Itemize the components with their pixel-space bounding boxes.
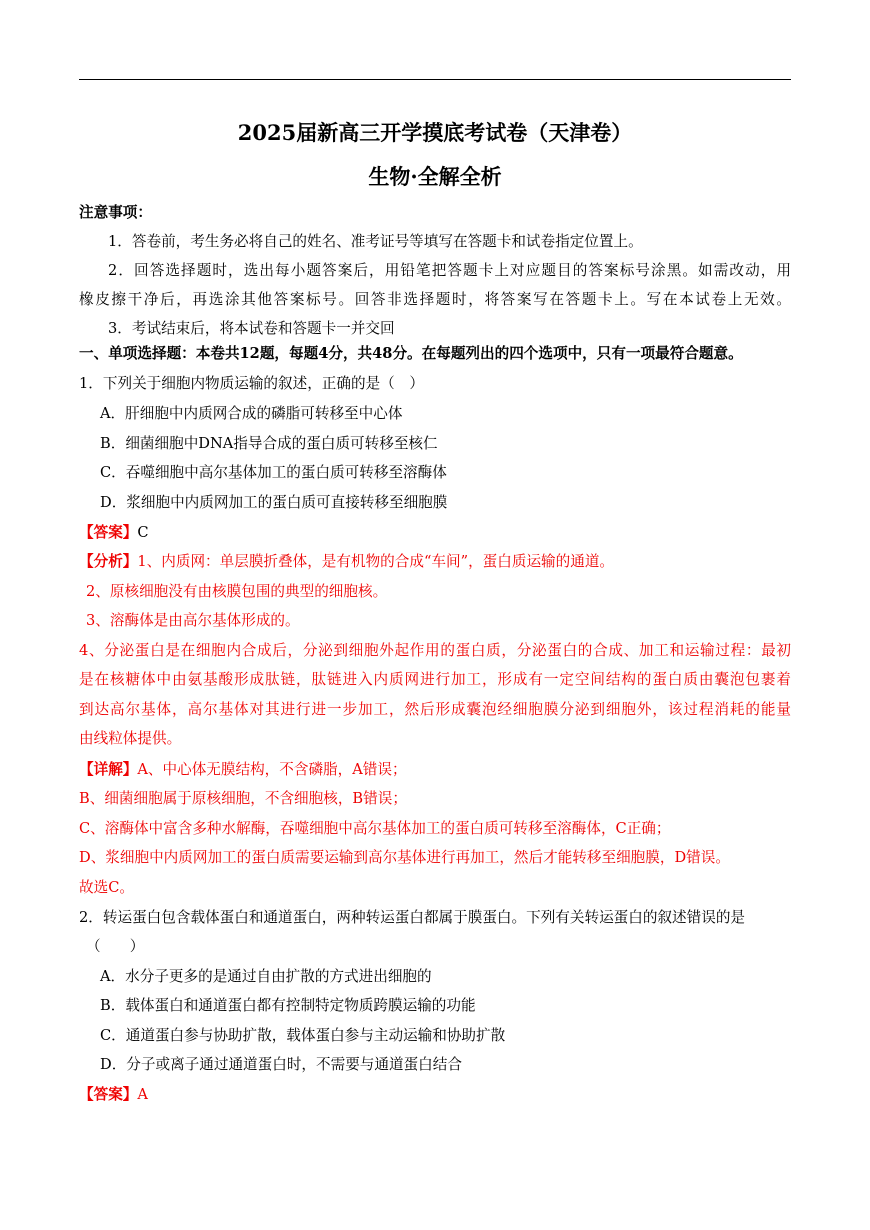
- question-option: B．载体蛋白和通道蛋白都有控制特定物质跨膜运输的功能: [100, 997, 476, 1014]
- page-subtitle: 生物·全解全析: [368, 164, 502, 189]
- answer-value: A: [137, 1086, 148, 1103]
- analysis-line: [79, 552, 614, 572]
- question-option: B．细菌细胞中DNA指导合成的蛋白质可转移至核仁: [100, 435, 438, 452]
- analysis-line: 3、溶酶体是由高尔基体形成的。: [86, 612, 300, 629]
- question-option: D．浆细胞中内质网加工的蛋白质可直接转移至细胞膜: [100, 494, 448, 511]
- analysis-line: 到达高尔基体，高尔基体对其进行进一步加工，然后形成囊泡经细胞膜分泌到细胞外，该过程消耗的能量: [79, 701, 791, 718]
- section-heading: 一、单项选择题：本卷共12题，每题4分，共48分。在每题列出的四个选项中，只有一项最符合题意。: [79, 345, 743, 362]
- answer-label: 【答案】: [79, 1086, 138, 1103]
- question-option: D．分子或离子通过通道蛋白时，不需要与通道蛋白结合: [100, 1056, 462, 1073]
- question-option: C．吞噬细胞中高尔基体加工的蛋白质可转移至溶酶体: [100, 464, 447, 481]
- detail-line: D、浆细胞中内质网加工的蛋白质需要运输到高尔基体进行再加工，然后才能转移至细胞膜，D错误。: [79, 849, 730, 866]
- answer-value: C: [137, 524, 149, 541]
- question-option: A．肝细胞中内质网合成的磷脂可转移至中心体: [100, 405, 403, 422]
- detail-line: C、溶酶体中富含多种水解酶，吞噬细胞中高尔基体加工的蛋白质可转移至溶酶体，C正确；: [79, 820, 671, 837]
- answer-line: [79, 1085, 148, 1105]
- header-rule: [79, 79, 791, 80]
- question-stem: 1．下列关于细胞内物质运输的叙述，正确的是（ ）: [79, 375, 424, 392]
- analysis-label: 【分析】: [79, 553, 138, 570]
- analysis-text: 1、内质网：单层膜折叠体，是有机物的合成“车间”，蛋白质运输的通道。: [137, 553, 615, 570]
- notice-item: 橡皮擦干净后，再选涂其他答案标号。回答非选择题时，将答案写在答题卡上。写在本试卷上无效。: [79, 291, 791, 308]
- detail-label: 【详解】: [79, 761, 138, 778]
- question-stem: 2．转运蛋白包含载体蛋白和通道蛋白，两种转运蛋白都属于膜蛋白。下列有关转运蛋白的叙述错误的是: [79, 909, 746, 926]
- detail-line: B、细菌细胞属于原核细胞，不含细胞核，B错误；: [79, 790, 407, 807]
- answer-label: 【答案】: [79, 524, 138, 541]
- question-stem: （ ）: [86, 938, 145, 955]
- analysis-line: 是在核糖体中由氨基酸形成肽链，肽链进入内质网进行加工，形成有一定空间结构的蛋白质由囊泡包裹着: [79, 671, 791, 688]
- question-option: C．通道蛋白参与协助扩散，载体蛋白参与主动运输和协助扩散: [100, 1027, 506, 1044]
- detail-line: [79, 760, 407, 780]
- question-option: A．水分子更多的是通过自由扩散的方式进出细胞的: [100, 968, 432, 985]
- detail-text: A、中心体无膜结构，不含磷脂，A错误；: [137, 761, 407, 778]
- conclusion-line: 故选C。: [79, 879, 134, 896]
- answer-line: [79, 523, 149, 543]
- analysis-line: 2、原核细胞没有由核膜包围的典型的细胞核。: [86, 583, 388, 600]
- analysis-line: 4、分泌蛋白是在细胞内合成后，分泌到细胞外起作用的蛋白质，分泌蛋白的合成、加工和运输过程：最初: [79, 642, 791, 659]
- analysis-line: 由线粒体提供。: [79, 730, 182, 747]
- page-title: 2025届新高三开学摸底考试卷（天津卷）: [237, 120, 633, 145]
- notice-heading: 注意事项：: [79, 204, 152, 221]
- notice-item: 1．答卷前，考生务必将自己的姓名、准考证号等填写在答题卡和试卷指定位置上。: [108, 233, 643, 250]
- notice-item: 2．回答选择题时，选出每小题答案后，用铅笔把答题卡上对应题目的答案标号涂黑。如需改动，用: [108, 262, 791, 279]
- notice-item: 3．考试结束后，将本试卷和答题卡一并交回: [108, 320, 395, 337]
